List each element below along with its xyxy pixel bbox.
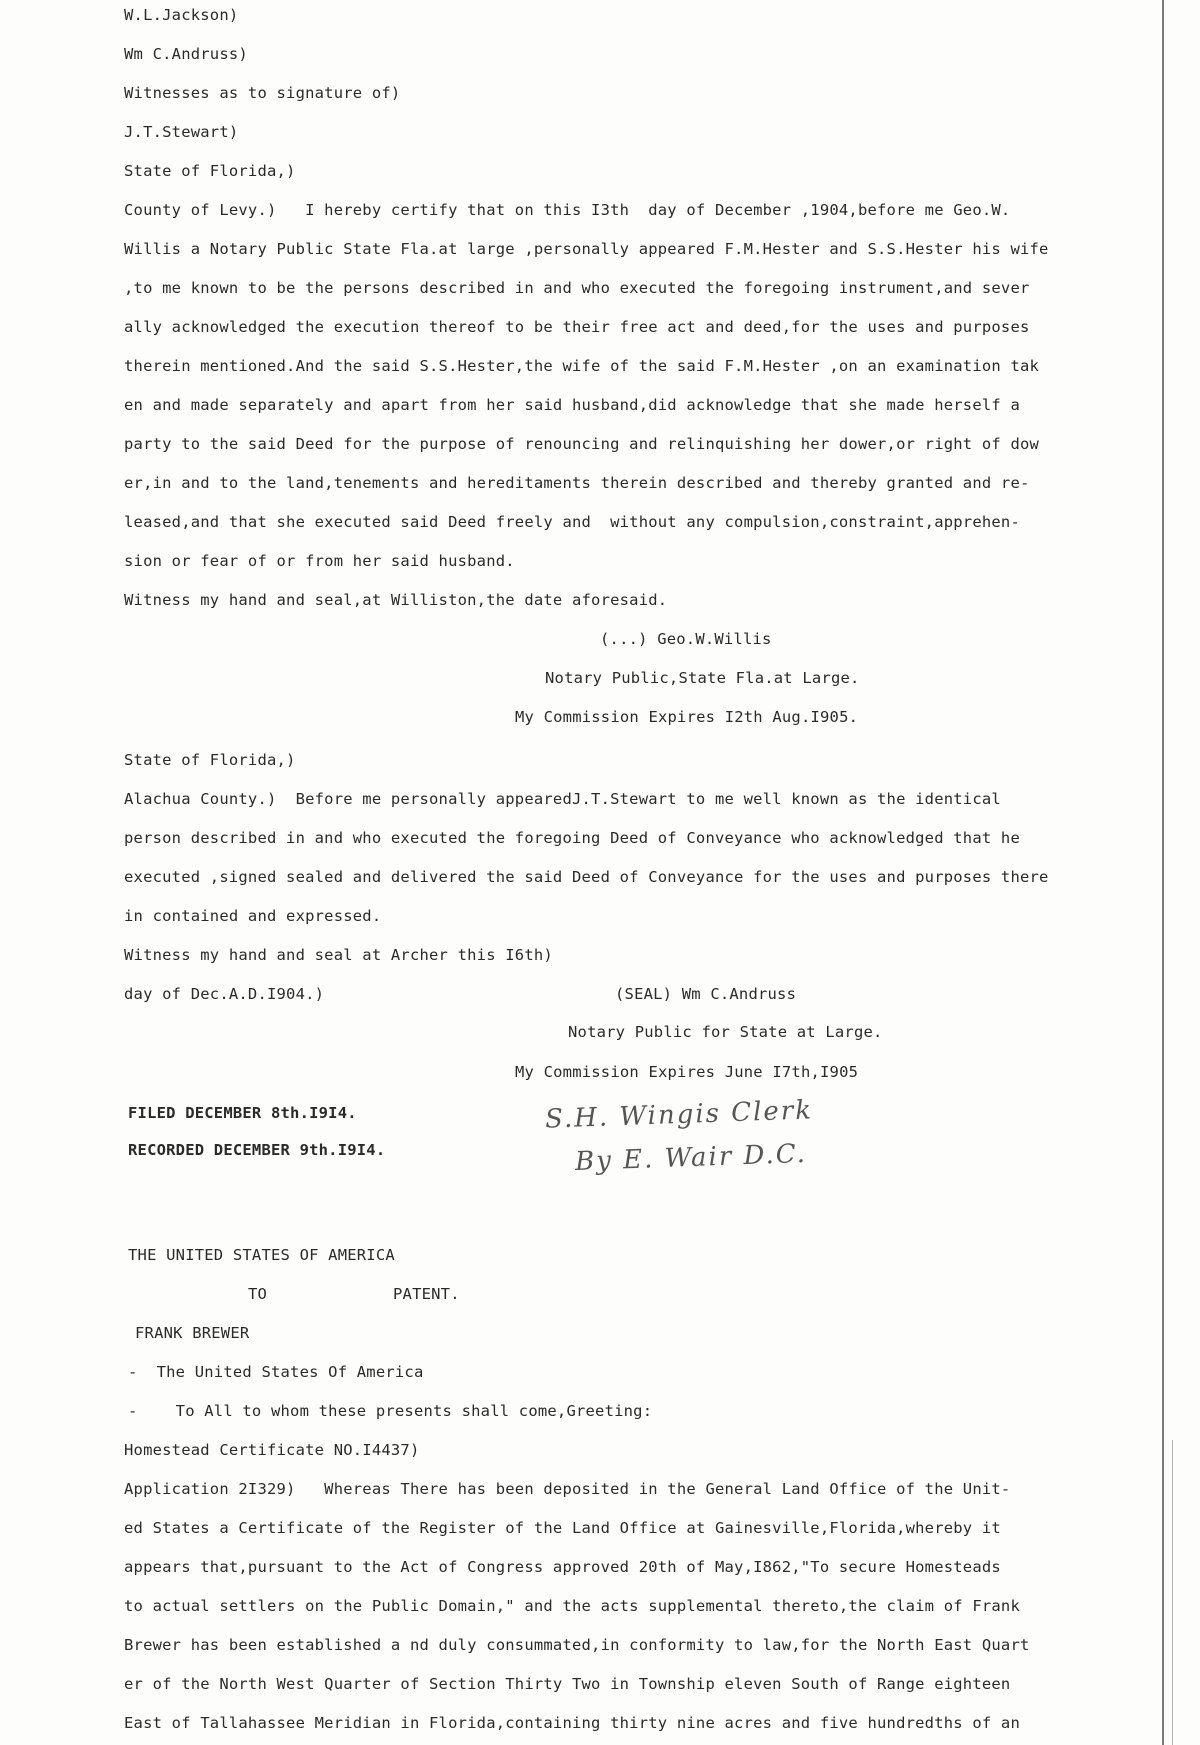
commission-expiry: My Commission Expires I2th Aug.I905. [515,708,859,726]
body-line: er,in and to the land,tenements and hereditaments therein described and thereby granted and re- [124,474,1030,492]
recorded-date: RECORDED DECEMBER 9th.I9I4. [128,1141,386,1159]
page-edge-line-secondary [1172,1440,1173,1745]
body-line: to actual settlers on the Public Domain," and the acts supplemental thereto,the claim of Frank [124,1597,1020,1615]
body-line: leased,and that she executed said Deed freely and without any compulsion,constraint,apprehen- [124,513,1020,531]
patent-heading: - The United States Of America [128,1363,424,1381]
patent-to: TO [248,1285,268,1303]
body-line: in contained and expressed. [124,907,382,925]
notary-signature: (...) Geo.W.Willis [600,630,772,648]
body-line: East of Tallahassee Meridian in Florida,containing thirty nine acres and five hundredths of an [124,1714,1020,1732]
clerk-signature-handwritten: S.H. Wingis Clerk [544,1095,814,1135]
deputy-signature-handwritten: By E. Wair D.C. [574,1138,808,1178]
patent-greeting: - To All to whom these presents shall come,Greeting: [128,1402,653,1420]
witness-clause: Witness my hand and seal at Archer this I6th) [124,946,553,964]
notary-title: Notary Public,State Fla.at Large. [545,669,860,687]
witness-stewart: J.T.Stewart) [124,123,239,141]
state-florida-1: State of Florida,) [124,162,296,180]
body-line: ed States a Certificate of the Register of the Land Office at Gainesville,Florida,whereby it [124,1519,1001,1537]
witness-andruss: Wm C.Andruss) [124,45,248,63]
body-line: Brewer has been established a nd duly consummated,in conformity to law,for the North East Quart [124,1636,1030,1654]
state-florida-2: State of Florida,) [124,751,296,769]
body-line: executed ,signed sealed and delivered the said Deed of Conveyance for the uses and purposes there [124,868,1049,886]
body-line: County of Levy.) I hereby certify that on this I3th day of December ,1904,before me Geo.W. [124,201,1011,219]
body-line: Willis a Notary Public State Fla.at large ,personally appeared F.M.Hester and S.S.Hester his wife [124,240,1049,258]
certificate-number: Homestead Certificate NO.I4437) [124,1441,420,1459]
body-line: appears that,pursuant to the Act of Congress approved 20th of May,I862,"To secure Homesteads [124,1558,1001,1576]
notary-signature: (SEAL) Wm C.Andruss [615,985,797,1003]
witness-clause: Witness my hand and seal,at Williston,the date aforesaid. [124,591,668,609]
filed-date: FILED DECEMBER 8th.I9I4. [128,1104,357,1122]
page-edge-line [1162,0,1164,1745]
body-line: er of the North West Quarter of Section Thirty Two in Township eleven South of Range eighteen [124,1675,1011,1693]
patent-grantee: FRANK BREWER [135,1324,250,1342]
date-line: day of Dec.A.D.I904.) [124,985,325,1003]
body-line: party to the said Deed for the purpose of renouncing and relinquishing her dower,or right of dow [124,435,1040,453]
notary-title: Notary Public for State at Large. [568,1023,883,1041]
body-line: en and made separately and apart from her said husband,did acknowledge that she made herself a [124,396,1020,414]
body-line: ally acknowledged the execution thereof to be their free act and deed,for the uses and purposes [124,318,1030,336]
body-line: Alachua County.) Before me personally appearedJ.T.Stewart to me well known as the identical [124,790,1001,808]
commission-expiry: My Commission Expires June I7th,I905 [515,1063,859,1081]
patent-title: PATENT. [393,1285,460,1303]
body-line: Application 2I329) Whereas There has been deposited in the General Land Office of the Unit- [124,1480,1011,1498]
body-line: person described in and who executed the foregoing Deed of Conveyance who acknowledged that he [124,829,1020,847]
witnesses-heading: Witnesses as to signature of) [124,84,401,102]
body-line: ,to me known to be the persons described in and who executed the foregoing instrument,and sever [124,279,1030,297]
body-line: sion or fear of or from her said husband. [124,552,515,570]
patent-grantor: THE UNITED STATES OF AMERICA [128,1246,395,1264]
witness-jackson: W.L.Jackson) [124,6,239,24]
body-line: therein mentioned.And the said S.S.Hester,the wife of the said F.M.Hester ,on an examination tak [124,357,1040,375]
